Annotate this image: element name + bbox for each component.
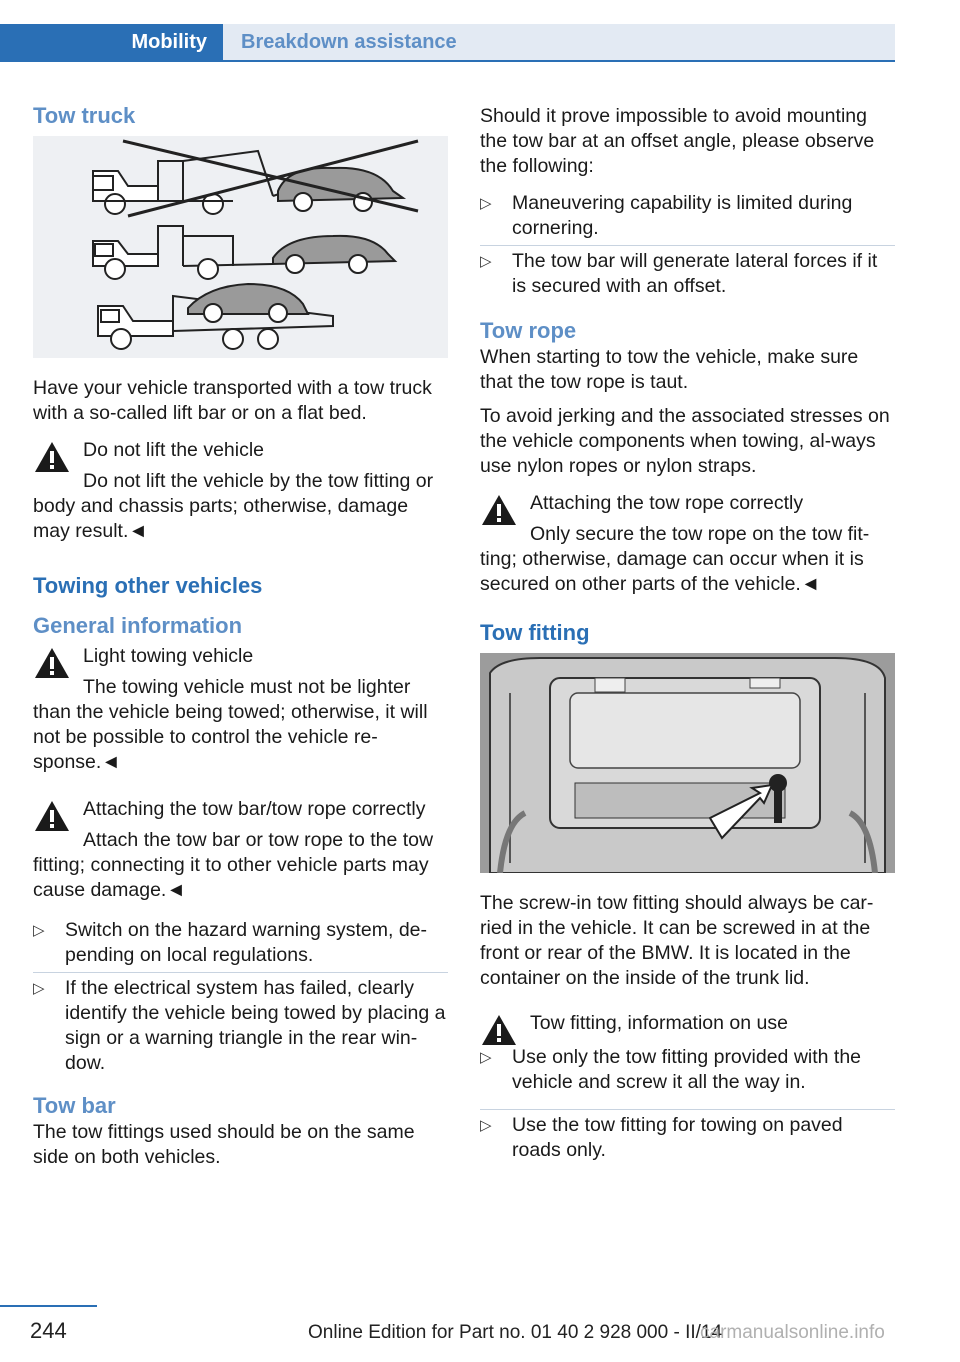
watermark: carmanualsonline.info bbox=[700, 1322, 885, 1343]
tow-truck-text: Have your vehicle transported with a tow truck with a so-called lift bar or on a flat bed. bbox=[33, 377, 432, 424]
tow-rope-text-1: When starting to tow the vehicle, make sure that the tow rope is taut. bbox=[480, 346, 859, 393]
warning-lift bbox=[33, 438, 448, 544]
warning-lift-title: Do not lift the vehicle bbox=[83, 439, 265, 461]
bullet-arrow-icon: ▷ bbox=[480, 195, 492, 212]
final-bullet-list bbox=[480, 1109, 895, 1167]
bullet-arrow-icon: ▷ bbox=[480, 1117, 492, 1134]
towing-bullet-list bbox=[33, 915, 448, 1080]
warning-light-towing-body: The towing vehicle must not be lighter than the vehicle being towed; otherwise, it will not be possible to control the vehicle re-sponse.◄ bbox=[33, 676, 428, 773]
warning-tow-fitting-title: Tow fitting, information on use bbox=[530, 1012, 788, 1034]
warning-light-towing-title: Light towing vehicle bbox=[83, 645, 254, 667]
tow-truck-illustration bbox=[33, 136, 448, 358]
tow-rope-heading: Tow rope bbox=[480, 318, 577, 343]
bullet-arrow-icon: ▷ bbox=[33, 980, 45, 997]
tow-bar-heading: Tow bar bbox=[33, 1093, 116, 1118]
tow-rope-text-2: To avoid jerking and the associated stresses on the vehicle components when towing, al-ways use nylon ropes or nylon straps. bbox=[480, 405, 890, 477]
warning-tow-fitting bbox=[480, 1011, 895, 1099]
page-header bbox=[0, 24, 895, 62]
right-column bbox=[480, 100, 895, 1177]
warning-lift-body: Do not lift the vehicle by the tow fitting or body and chassis parts; otherwise, damage may result.◄ bbox=[33, 470, 434, 542]
tow-fitting-text: The screw-in tow fitting should always be car-ried in the vehicle. It can be screwed in at the front or rear of the BMW. It is located in the container on the inside of the trunk lid. bbox=[480, 892, 874, 989]
tow-fitting-heading: Tow fitting bbox=[480, 620, 590, 645]
tow-bar-text: The tow fittings used should be on the same side on both vehicles. bbox=[33, 1121, 415, 1168]
page-number: 244 bbox=[30, 1318, 67, 1343]
list-item: ▷ Use only the tow fitting provided with the vehicle and screw it all the way in. bbox=[480, 1046, 862, 1093]
trunk-lid-drawing bbox=[480, 653, 895, 873]
list-item: ▷ The tow bar will generate lateral forces if it is secured with an offset. bbox=[480, 250, 878, 297]
list-item: ▷ If the electrical system has failed, clearly identify the vehicle being towed by placing a sign or a warning triangle in the rear win-dow. bbox=[33, 977, 446, 1074]
bullet-arrow-icon: ▷ bbox=[480, 1049, 492, 1066]
footer-accent-line bbox=[0, 1305, 97, 1307]
warning-tow-bar-title: Attaching the tow bar/tow rope correctly bbox=[83, 798, 426, 820]
warning-tow-rope-body: Only secure the tow rope on the tow fit-ting; otherwise, damage can occur when it is secured on other parts of the vehicle.◄ bbox=[480, 523, 870, 595]
warning-tow-bar bbox=[33, 797, 448, 903]
general-information-heading: General information bbox=[33, 613, 243, 638]
tow-fitting-illustration bbox=[480, 653, 895, 873]
tab-breakdown-assistance[interactable]: Breakdown assistance bbox=[223, 24, 895, 60]
warning-triangle-icon bbox=[480, 493, 518, 527]
warning-light-towing bbox=[33, 644, 448, 775]
warning-triangle-icon bbox=[33, 799, 71, 833]
warning-triangle-icon bbox=[33, 440, 71, 474]
edition-text: Online Edition for Part no. 01 40 2 928 000 - II/14 bbox=[308, 1322, 723, 1343]
bullet-arrow-icon: ▷ bbox=[480, 253, 492, 270]
warning-tow-bar-body: Attach the tow bar or tow rope to the tow fitting; connecting it to other vehicle parts may cause damage.◄ bbox=[33, 829, 434, 901]
warning-triangle-icon bbox=[33, 646, 71, 680]
bullet-arrow-icon: ▷ bbox=[33, 922, 45, 939]
offset-bullet-list bbox=[480, 188, 895, 303]
towing-other-vehicles-heading: Towing other vehicles bbox=[33, 573, 263, 598]
list-item: ▷ Switch on the hazard warning system, de-pending on local regulations. bbox=[33, 915, 448, 973]
warning-tow-rope-title: Attaching the tow rope correctly bbox=[530, 492, 804, 514]
list-item: ▷ Maneuvering capability is limited during cornering. bbox=[480, 188, 895, 246]
list-item: ▷ Use the tow fitting for towing on paved roads only. bbox=[480, 1109, 895, 1167]
offset-text: Should it prove impossible to avoid mounting the tow bar at an offset angle, please observe the following: bbox=[480, 105, 875, 177]
tow-truck-heading: Tow truck bbox=[33, 103, 136, 128]
warning-tow-fitting-list bbox=[480, 1042, 895, 1099]
tab-mobility[interactable]: Mobility bbox=[0, 24, 223, 60]
tow-truck-drawing bbox=[33, 136, 448, 358]
left-column bbox=[33, 100, 448, 1179]
warning-tow-rope bbox=[480, 491, 895, 597]
